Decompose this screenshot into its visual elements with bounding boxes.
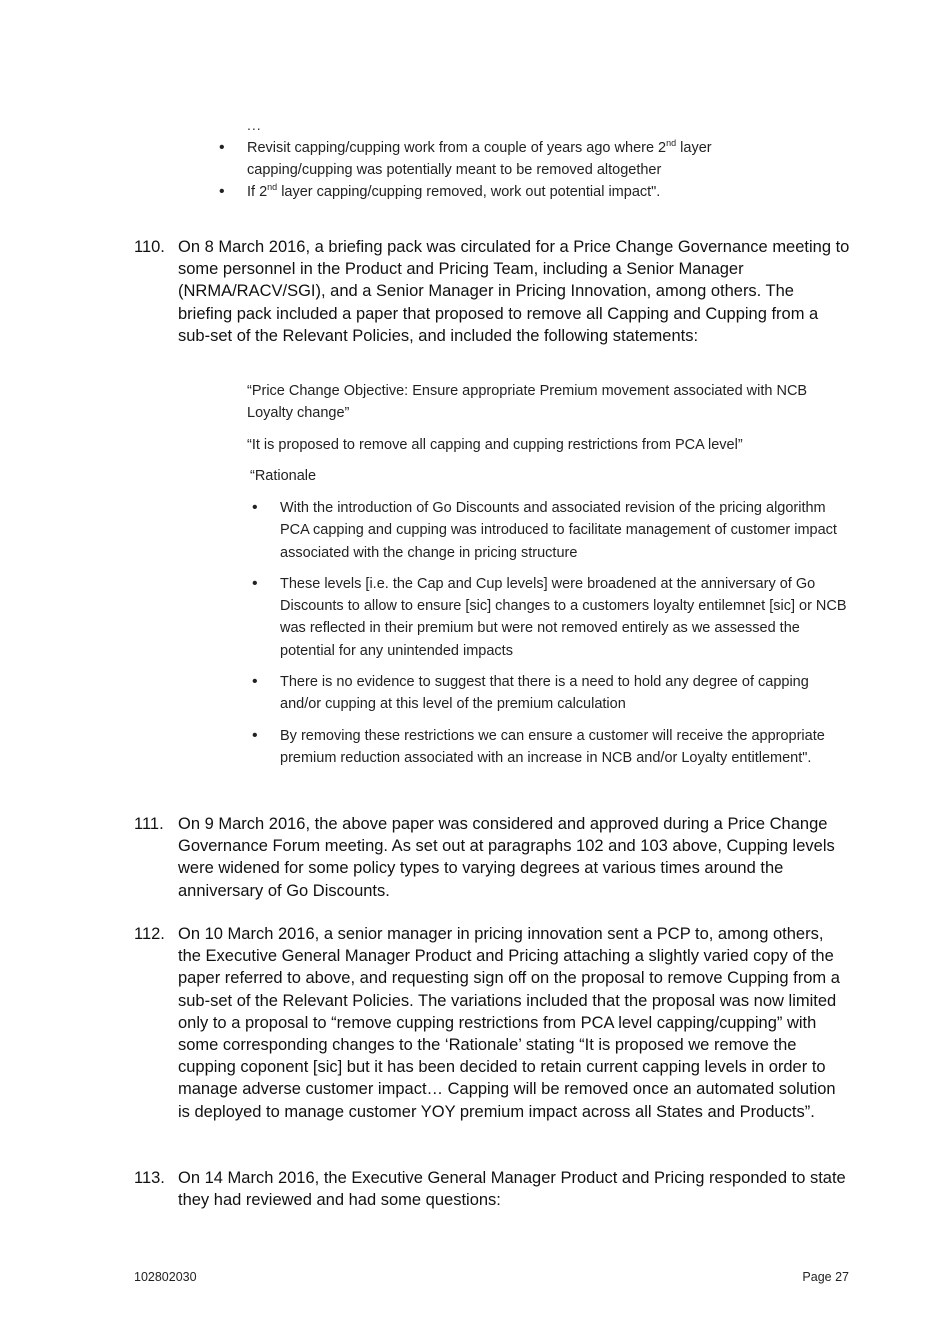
footer-page-number: Page 27	[802, 1270, 849, 1284]
paragraph-110	[134, 236, 850, 347]
paragraph-text: On 14 March 2016, the Executive General Manager Product and Pricing responded to state they had reviewed and had some questions:	[178, 1169, 846, 1210]
rationale-bullets	[248, 497, 848, 778]
rationale-bullet: • These levels [i.e. the Cap and Cup levels] were broadened at the anniversary of Go Discounts to allow to ensure [sic] changes to a customers loyalty entilemnet [sic] or NCB was reflected in their premium but were not removed entirely as we assessed the potential for any unintended impacts	[248, 573, 848, 662]
quote-proposal: “It is proposed to remove all capping and cupping restrictions from PCA level”	[247, 437, 743, 453]
footer-document-id: 102802030	[134, 1270, 197, 1284]
paragraph-text: On 8 March 2016, a briefing pack was circulated for a Price Change Governance meeting to some personnel in the Product and Pricing Team, including a Senior Manager (NRMA/RACV/SGI), and a Senior Manager in Pricing Innovation, among others. The briefing pack included a paper that proposed to remove all Capping and Cupping from a sub-set of the Relevant Policies, and included the following statements:	[178, 238, 850, 345]
top-quote-bullet: • Revisit capping/cupping work from a couple of years ago where 2nd layer capping/cupping was potentially meant to be removed altogether	[215, 137, 775, 181]
rationale-bullet: • There is no evidence to suggest that there is a need to hold any degree of capping and/or cupping at this level of the premium calculation	[248, 671, 848, 716]
paragraph-number: 111.	[134, 815, 164, 833]
paragraph-number: 110.	[134, 238, 165, 256]
rationale-bullet: • With the introduction of Go Discounts and associated revision of the pricing algorithm PCA capping and cupping was introduced to facilitate management of customer impact associated with the change in pricing structure	[248, 497, 848, 564]
quote-ellipsis: ...	[247, 117, 262, 133]
quote-objective: “Price Change Objective: Ensure appropriate Premium movement associated with NCB Loyalty change”	[247, 383, 808, 421]
rationale-bullet: • By removing these restrictions we can ensure a customer will receive the appropriate premium reduction associated with an increase in NCB and/or Loyalty entitlement".	[248, 725, 848, 770]
paragraph-113	[134, 1167, 850, 1211]
top-quote-bullets	[215, 137, 775, 203]
paragraph-112	[134, 923, 850, 1123]
paragraph-number: 113.	[134, 1169, 165, 1187]
paragraph-text: On 9 March 2016, the above paper was considered and approved during a Price Change Governance Forum meeting. As set out at paragraphs 102 and 103 above, Cupping levels were widened for some policy types to varying degrees at various times around the anniversary of Go Discounts.	[178, 815, 835, 900]
paragraph-number: 112.	[134, 925, 165, 943]
quote-rationale-heading: “Rationale	[250, 468, 317, 484]
paragraph-111	[134, 813, 850, 902]
top-quote-bullet: • If 2nd layer capping/cupping removed, work out potential impact".	[215, 181, 775, 203]
paragraph-text: On 10 March 2016, a senior manager in pricing innovation sent a PCP to, among others, the Executive General Manager Product and Pricing attaching a slightly varied copy of the paper referred to above, and requesting sign off on the proposal to remove Cupping from a sub-set of the Relevant Policies. The variations included that the proposal was now limited only to a proposal to “remove cupping restrictions from PCA level capping/cupping” with some corresponding changes to the ‘Rationale’ stating “It is proposed we remove the cupping coponent [sic] but it has been decided to retain current capping levels in order to manage adverse customer impact… Capping will be removed once an automated solution is deployed to manage customer YOY premium impact across all States and Products”.	[178, 925, 840, 1121]
